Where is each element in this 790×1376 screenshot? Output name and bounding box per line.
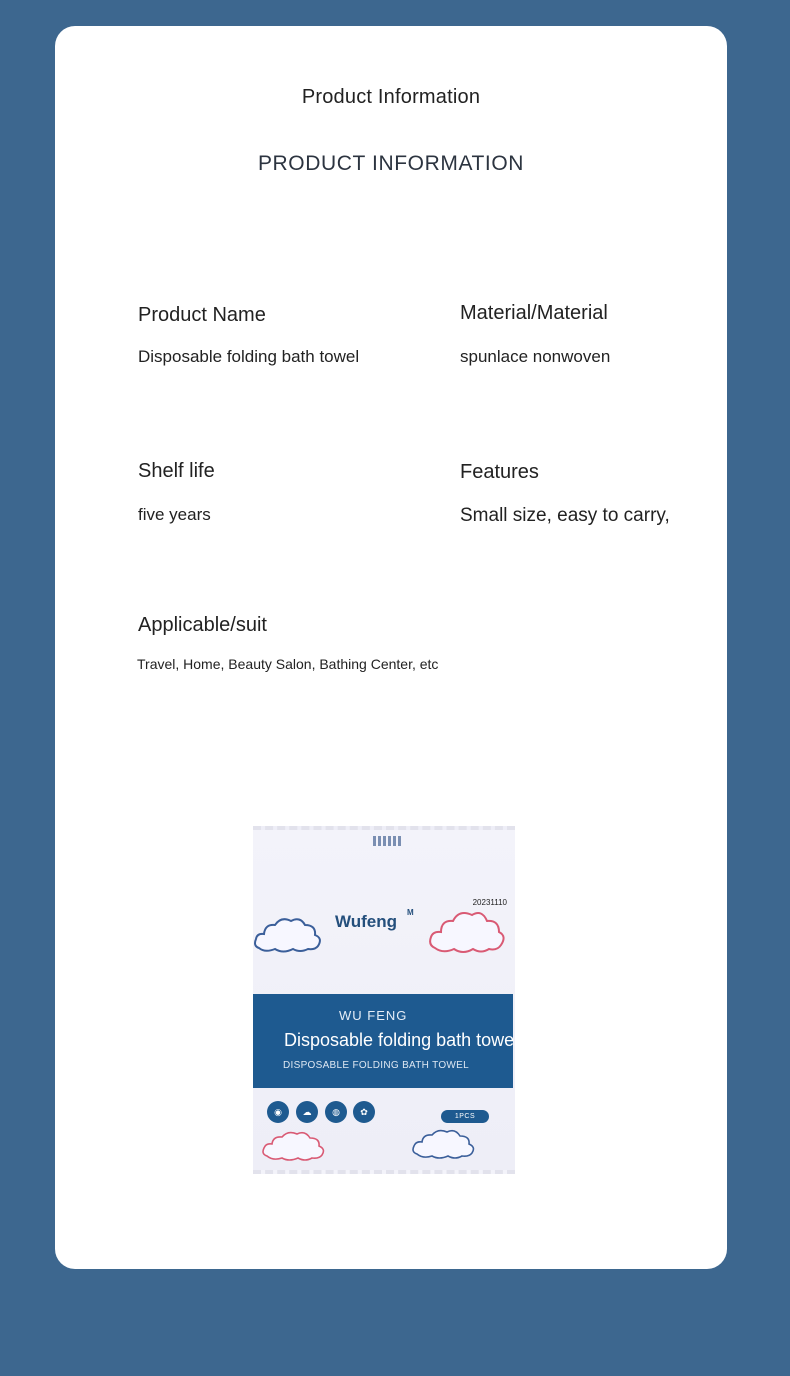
barcode-graphic (373, 836, 403, 846)
product-info-card (55, 26, 727, 1269)
feature-icon-4: ✿ (353, 1101, 375, 1123)
package-date-code: 20231110 (472, 898, 507, 907)
band-brand-text: WU FENG (339, 1008, 408, 1023)
features-value: Small size, easy to carry, (460, 505, 670, 526)
blue-cloud-icon (411, 1126, 477, 1162)
product-name-label: Product Name (138, 304, 266, 326)
shelf-life-label: Shelf life (138, 460, 215, 482)
page-title: Product Information (301, 86, 481, 108)
applicable-value: Travel, Home, Beauty Salon, Bathing Center, etc (137, 656, 439, 672)
quantity-badge: 1PCS (441, 1110, 489, 1123)
package-brand: Wufeng (335, 912, 398, 931)
feature-icon-3: ◍ (325, 1101, 347, 1123)
feature-icon-2: ☁ (296, 1101, 318, 1123)
pink-cloud-icon (427, 906, 507, 958)
blue-cloud-icon (253, 912, 323, 956)
feature-icon-1: ◉ (267, 1101, 289, 1123)
package-brand-mark: M (407, 908, 414, 917)
band-subtitle: DISPOSABLE FOLDING BATH TOWEL (283, 1060, 469, 1071)
applicable-label: Applicable/suit (138, 614, 267, 636)
pink-cloud-icon (261, 1128, 327, 1164)
material-value: spunlace nonwoven (460, 347, 611, 366)
features-label: Features (460, 461, 539, 483)
page-subtitle: PRODUCT INFORMATION (257, 152, 525, 175)
product-package-image (253, 826, 519, 1174)
band-title: Disposable folding bath towel (284, 1030, 519, 1050)
package-title-band (253, 994, 519, 1088)
material-label: Material/Material (460, 302, 608, 324)
product-name-value: Disposable folding bath towel (138, 347, 360, 366)
shelf-life-value: five years (138, 505, 211, 524)
